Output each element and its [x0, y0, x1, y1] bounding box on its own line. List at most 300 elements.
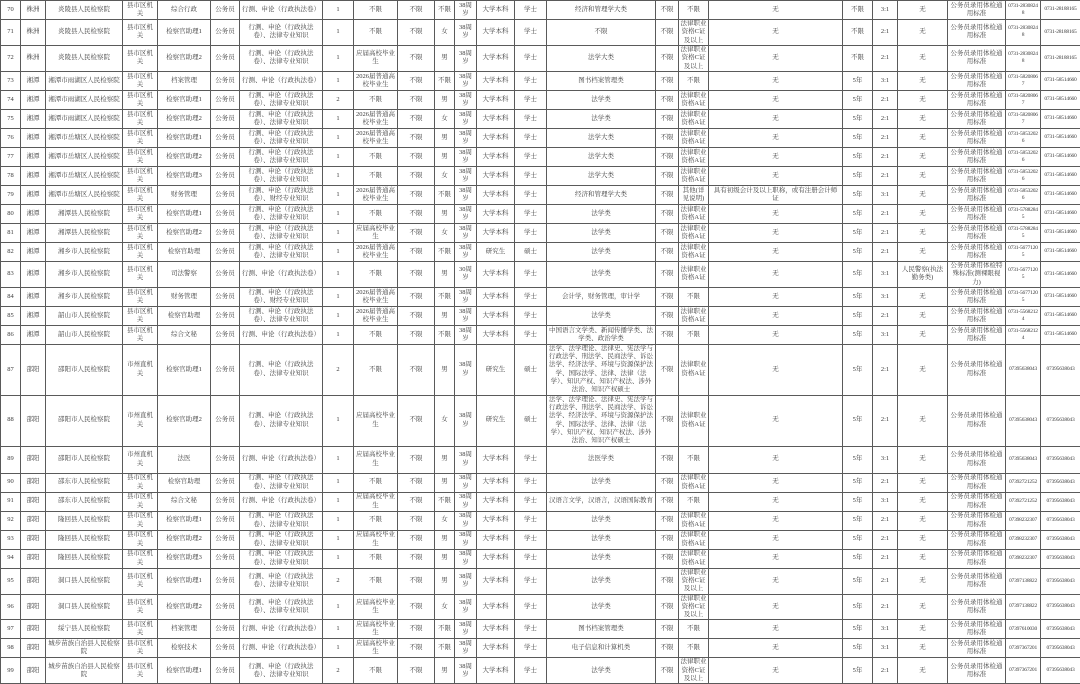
table-cell: 38周岁	[455, 185, 477, 204]
table-cell: 大学本科	[477, 287, 515, 306]
table-cell: 不限	[398, 166, 435, 185]
table-cell: 07395638043	[1006, 344, 1041, 395]
table-cell: 89	[1, 446, 21, 473]
table-cell: 1	[323, 325, 354, 344]
table-cell: 38周岁	[455, 511, 477, 530]
table-cell: 男	[435, 128, 455, 147]
table-cell: 市州直机关	[123, 344, 158, 395]
table-cell: 检察官助理	[158, 473, 211, 492]
table-cell: 公务员	[211, 344, 240, 395]
table-cell: 公务员录用体检通用标准	[948, 594, 1006, 620]
table-cell: 1	[323, 492, 354, 511]
table-cell: 县市区机关	[123, 90, 158, 109]
table-cell: 法学类	[547, 511, 656, 530]
table-cell: 湘潭	[21, 109, 46, 128]
table-cell: 女	[435, 594, 455, 620]
table-cell: 5年	[843, 128, 873, 147]
table-cell: 07395638043	[1041, 568, 1080, 594]
table-cell: 男	[435, 473, 455, 492]
table-cell: 县市区机关	[123, 45, 158, 71]
table-cell: 公务员录用体检通用标准	[948, 45, 1006, 71]
table-row	[1, 639, 1080, 658]
table-cell: 38周岁	[455, 223, 477, 242]
table-cell: 女	[435, 166, 455, 185]
table-cell: 硕士	[515, 242, 547, 261]
table-cell: 2:1	[873, 395, 898, 446]
table-cell: 38周岁	[455, 90, 477, 109]
table-cell: 不限	[398, 45, 435, 71]
table-cell: 72	[1, 45, 21, 71]
table-cell: 行测、申论（行政执法卷）、财经专业知识	[240, 185, 323, 204]
table-cell: 2:1	[873, 568, 898, 594]
table-cell: 男	[435, 306, 455, 325]
table-cell: 0731-58514660	[1041, 261, 1080, 287]
table-cell: 行测、申论（行政执法卷）、法律专业知识	[240, 128, 323, 147]
table-cell: 5年	[843, 325, 873, 344]
table-cell: 不限	[656, 639, 679, 658]
table-cell: 07395638043	[1041, 549, 1080, 568]
table-cell: 大学本科	[477, 306, 515, 325]
table-cell: 2:1	[873, 90, 898, 109]
table-row	[1, 306, 1080, 325]
table-cell: 炎陵县人民检察院	[46, 45, 123, 71]
table-cell: 湘潭市岳塘区人民检察院	[46, 185, 123, 204]
table-cell: 无	[898, 223, 948, 242]
table-cell: 不限	[679, 1, 709, 20]
table-cell: 0731-58514660	[1041, 166, 1080, 185]
table-cell: 82	[1, 242, 21, 261]
table-cell: 公务员录用体检通用标准	[948, 639, 1006, 658]
table-cell: 不限	[656, 325, 679, 344]
table-cell: 大学本科	[477, 511, 515, 530]
table-cell: 行测、申论（行政执法卷）	[240, 639, 323, 658]
table-cell: 行测、申论（行政执法卷）、法律专业知识	[240, 658, 323, 684]
table-cell: 07395638043	[1041, 511, 1080, 530]
table-cell: 女	[435, 395, 455, 446]
table-cell: 学士	[515, 90, 547, 109]
table-cell: 公务员	[211, 242, 240, 261]
table-cell: 检察官助理	[158, 306, 211, 325]
positions-table-body	[1, 1, 1080, 684]
table-cell: 无	[898, 1, 948, 20]
table-cell: 5年	[843, 446, 873, 473]
table-cell: 学士	[515, 530, 547, 549]
table-cell: 法学类	[547, 473, 656, 492]
table-cell: 邵阳市人民检察院	[46, 446, 123, 473]
table-cell: 法学类	[547, 109, 656, 128]
table-cell: 检察官助理1	[158, 20, 211, 46]
table-cell: 湘潭	[21, 204, 46, 223]
table-cell: 5年	[843, 492, 873, 511]
table-cell: 湘潭县人民检察院	[46, 223, 123, 242]
table-cell: 应届高校毕业生	[354, 395, 398, 446]
table-cell: 研究生	[477, 395, 515, 446]
table-row	[1, 109, 1080, 128]
table-cell: 2:1	[873, 45, 898, 71]
table-cell: 1	[323, 147, 354, 166]
table-cell: 83	[1, 261, 21, 287]
table-cell: 学士	[515, 306, 547, 325]
table-cell: 公务员	[211, 325, 240, 344]
table-cell: 档案管理	[158, 71, 211, 90]
table-cell: 男	[435, 45, 455, 71]
table-cell: 70	[1, 1, 21, 20]
table-cell: 男	[435, 530, 455, 549]
table-cell: 检察官助理1	[158, 568, 211, 594]
table-cell: 大学本科	[477, 620, 515, 639]
table-cell: 不限	[398, 223, 435, 242]
table-cell: 男	[435, 658, 455, 684]
table-cell: 县市区机关	[123, 109, 158, 128]
table-cell: 38周岁	[455, 549, 477, 568]
table-cell: 检察技术	[158, 639, 211, 658]
table-cell: 2:1	[873, 20, 898, 46]
table-cell: 2:1	[873, 658, 898, 684]
table-cell: 公务员录用体检通用标准	[948, 325, 1006, 344]
table-cell: 县市区机关	[123, 147, 158, 166]
table-cell: 0731-58514660	[1041, 185, 1080, 204]
table-cell: 0731-58532026	[1006, 147, 1041, 166]
table-cell: 湘潭	[21, 90, 46, 109]
table-cell: 07395638043	[1041, 530, 1080, 549]
table-cell: 法律职业资格A证	[679, 261, 709, 287]
table-cell: 38周岁	[455, 620, 477, 639]
table-cell: 无	[898, 166, 948, 185]
table-cell: 法律职业资格C证及以上	[679, 594, 709, 620]
table-cell: 38周岁	[455, 204, 477, 223]
table-cell: 株洲	[21, 1, 46, 20]
table-cell: 公务员录用体检特殊标准(测裸眼视力)	[948, 261, 1006, 287]
table-cell: 男	[435, 147, 455, 166]
table-cell: 无	[709, 71, 843, 90]
table-cell: 公务员	[211, 492, 240, 511]
table-cell: 无	[709, 109, 843, 128]
table-cell: 38周岁	[455, 287, 477, 306]
table-cell: 07395638043	[1041, 639, 1080, 658]
table-row	[1, 1, 1080, 20]
table-cell: 不限	[679, 639, 709, 658]
table-cell: 97	[1, 620, 21, 639]
table-cell: 无	[898, 639, 948, 658]
table-cell: 法律职业资格A证	[679, 344, 709, 395]
table-cell: 城步苗族自治县人民检察院	[46, 639, 123, 658]
table-cell: 无	[709, 344, 843, 395]
table-cell: 不限	[656, 395, 679, 446]
table-cell: 公务员录用体检通用标准	[948, 166, 1006, 185]
table-cell: 38周岁	[455, 45, 477, 71]
table-cell: 1	[323, 306, 354, 325]
table-cell: 不限	[435, 492, 455, 511]
table-cell: 公务员录用体检通用标准	[948, 204, 1006, 223]
table-cell: 不限	[398, 446, 435, 473]
table-cell: 公务员	[211, 620, 240, 639]
table-cell: 85	[1, 306, 21, 325]
table-cell: 07398232307	[1006, 511, 1041, 530]
table-cell: 应届高校毕业生	[354, 492, 398, 511]
table-cell: 73	[1, 71, 21, 90]
table-cell: 74	[1, 90, 21, 109]
table-cell: 2:1	[873, 223, 898, 242]
table-cell: 县市区机关	[123, 261, 158, 287]
table-cell: 无	[709, 223, 843, 242]
table-cell: 检察官助理2	[158, 395, 211, 446]
table-cell: 不限	[656, 147, 679, 166]
table-cell: 5年	[843, 594, 873, 620]
table-cell: 司法警察	[158, 261, 211, 287]
table-cell: 应届高校毕业生	[354, 223, 398, 242]
table-cell: 不限	[435, 620, 455, 639]
table-cell: 法学类	[547, 306, 656, 325]
table-cell: 无	[898, 325, 948, 344]
table-cell: 1	[323, 620, 354, 639]
table-cell: 不限	[398, 185, 435, 204]
table-cell: 无	[898, 568, 948, 594]
table-cell: 县市区机关	[123, 20, 158, 46]
table-cell: 0731-56771205	[1006, 261, 1041, 287]
table-cell: 1	[323, 128, 354, 147]
table-cell: 1	[323, 473, 354, 492]
table-cell: 无	[898, 204, 948, 223]
table-cell: 96	[1, 594, 21, 620]
table-cell: 行测、申论（行政执法卷）	[240, 1, 323, 20]
table-cell: 法学类	[547, 242, 656, 261]
table-cell: 2026届普通高校毕业生	[354, 287, 398, 306]
table-cell: 不限	[354, 473, 398, 492]
table-cell: 5年	[843, 223, 873, 242]
table-cell: 不限	[435, 71, 455, 90]
table-cell: 湘潭	[21, 306, 46, 325]
table-cell: 95	[1, 568, 21, 594]
table-cell: 1	[323, 45, 354, 71]
table-cell: 公务员	[211, 446, 240, 473]
table-cell: 公务员	[211, 90, 240, 109]
table-cell: 07395638043	[1006, 395, 1041, 446]
table-cell: 检察官助理2	[158, 109, 211, 128]
table-cell: 公务员	[211, 549, 240, 568]
table-cell: 硕士	[515, 395, 547, 446]
table-cell: 0731-57882845	[1006, 223, 1041, 242]
table-cell: 不限	[679, 492, 709, 511]
table-cell: 县市区机关	[123, 594, 158, 620]
table-cell: 法律职业资格A证	[679, 223, 709, 242]
table-cell: 38周岁	[455, 446, 477, 473]
table-cell: 不限	[354, 261, 398, 287]
table-cell: 学士	[515, 128, 547, 147]
table-cell: 学士	[515, 287, 547, 306]
table-cell: 0731-57882845	[1006, 204, 1041, 223]
table-cell: 男	[435, 204, 455, 223]
table-cell: 38周岁	[455, 325, 477, 344]
table-cell: 5年	[843, 395, 873, 446]
table-cell: 1	[323, 549, 354, 568]
table-cell: 县市区机关	[123, 549, 158, 568]
table-cell: 经济和管理学大类	[547, 185, 656, 204]
table-cell: 男	[435, 90, 455, 109]
table-cell: 湘潭市雨湖区人民检察院	[46, 109, 123, 128]
table-cell: 无	[898, 90, 948, 109]
table-cell: 无	[898, 473, 948, 492]
table-cell: 法医学类	[547, 446, 656, 473]
table-cell: 法律职业资格A证	[679, 549, 709, 568]
table-row	[1, 45, 1080, 71]
table-cell: 行测、申论（行政执法卷）、法律专业知识	[240, 344, 323, 395]
table-cell: 公务员录用体检通用标准	[948, 1, 1006, 20]
table-cell: 不限	[398, 71, 435, 90]
table-cell: 无	[709, 473, 843, 492]
table-cell: 公务员录用体检通用标准	[948, 549, 1006, 568]
table-cell: 行测、申论（行政执法卷）、法律专业知识	[240, 395, 323, 446]
table-cell: 公务员录用体检通用标准	[948, 20, 1006, 46]
table-cell: 行测、申论（行政执法卷）	[240, 492, 323, 511]
table-cell: 邵阳	[21, 473, 46, 492]
table-cell: 检察官助理	[158, 242, 211, 261]
table-cell: 38周岁	[455, 594, 477, 620]
table-cell: 男	[435, 568, 455, 594]
table-cell: 市州直机关	[123, 446, 158, 473]
table-cell: 不限	[656, 1, 679, 20]
table-cell: 大学本科	[477, 568, 515, 594]
table-cell: 不限	[843, 20, 873, 46]
table-cell: 无	[898, 492, 948, 511]
table-cell: 0731-58514660	[1041, 223, 1080, 242]
table-cell: 县市区机关	[123, 325, 158, 344]
table-cell: 无	[898, 620, 948, 639]
table-cell: 大学本科	[477, 1, 515, 20]
table-cell: 不限	[656, 620, 679, 639]
table-row	[1, 325, 1080, 344]
table-row	[1, 261, 1080, 287]
table-cell: 隆回县人民检察院	[46, 549, 123, 568]
table-cell: 1	[323, 1, 354, 20]
table-cell: 县市区机关	[123, 242, 158, 261]
table-cell: 大学本科	[477, 147, 515, 166]
table-cell: 学士	[515, 147, 547, 166]
table-cell: 检察官助理1	[158, 204, 211, 223]
table-cell: 无	[709, 20, 843, 46]
table-cell: 公务员	[211, 261, 240, 287]
table-cell: 不限	[398, 639, 435, 658]
table-cell: 不限	[435, 1, 455, 20]
table-cell: 邵东市人民检察院	[46, 492, 123, 511]
table-cell: 2	[323, 344, 354, 395]
table-cell: 学士	[515, 511, 547, 530]
table-cell: 财务管理	[158, 287, 211, 306]
table-cell: 0731-58208067	[1006, 109, 1041, 128]
table-cell: 38周岁	[455, 344, 477, 395]
table-cell: 不限	[679, 71, 709, 90]
table-cell: 0731-58514660	[1041, 306, 1080, 325]
table-cell: 38周岁	[455, 242, 477, 261]
table-cell: 不限	[656, 594, 679, 620]
table-cell: 学士	[515, 166, 547, 185]
table-cell: 不限	[354, 1, 398, 20]
table-cell: 5年	[843, 287, 873, 306]
table-cell: 2	[323, 658, 354, 684]
table-cell: 不限	[354, 204, 398, 223]
table-cell: 不限	[398, 473, 435, 492]
table-cell: 0731-58514660	[1041, 325, 1080, 344]
table-row	[1, 446, 1080, 473]
table-cell: 邵阳	[21, 568, 46, 594]
table-cell: 不限	[435, 242, 455, 261]
table-cell: 2	[323, 90, 354, 109]
table-cell: 不限	[398, 306, 435, 325]
table-cell: 公务员	[211, 109, 240, 128]
table-cell: 0731-58208067	[1006, 71, 1041, 90]
table-cell: 邵阳市人民检察院	[46, 344, 123, 395]
table-cell: 综合文秘	[158, 325, 211, 344]
table-cell: 公务员录用体检通用标准	[948, 71, 1006, 90]
table-cell: 检察官助理2	[158, 45, 211, 71]
table-cell: 法律职业资格A证	[679, 511, 709, 530]
table-cell: 2:1	[873, 242, 898, 261]
table-cell: 不限	[398, 1, 435, 20]
table-row	[1, 549, 1080, 568]
table-cell: 男	[435, 446, 455, 473]
table-row	[1, 492, 1080, 511]
table-cell: 不限	[435, 287, 455, 306]
table-cell: 行测、申论（行政执法卷）、法律专业知识	[240, 223, 323, 242]
table-cell: 1	[323, 446, 354, 473]
table-cell: 公务员	[211, 128, 240, 147]
table-cell: 法学大类	[547, 45, 656, 71]
table-cell: 无	[898, 594, 948, 620]
table-cell: 无	[898, 287, 948, 306]
table-cell: 无	[709, 511, 843, 530]
table-cell: 法律职业资格C证及以上	[679, 20, 709, 46]
table-cell: 3:1	[873, 492, 898, 511]
table-cell: 法律职业资格C证及以上	[679, 45, 709, 71]
table-cell: 会计学，财务管理，审计学	[547, 287, 656, 306]
table-cell: 湘潭市岳塘区人民检察院	[46, 166, 123, 185]
table-row	[1, 344, 1080, 395]
table-cell: 大学本科	[477, 20, 515, 46]
table-cell: 公务员录用体检通用标准	[948, 128, 1006, 147]
table-cell: 行测、申论（行政执法卷）、法律专业知识	[240, 45, 323, 71]
table-cell: 公务员录用体检通用标准	[948, 620, 1006, 639]
table-cell: 2:1	[873, 549, 898, 568]
table-cell: 不限	[398, 204, 435, 223]
table-cell: 炎陵县人民检察院	[46, 1, 123, 20]
table-cell: 县市区机关	[123, 204, 158, 223]
table-cell: 邵阳	[21, 549, 46, 568]
table-row	[1, 147, 1080, 166]
table-cell: 无	[898, 511, 948, 530]
table-cell: 0731-58514660	[1041, 242, 1080, 261]
table-cell: 无	[898, 395, 948, 446]
table-cell: 县市区机关	[123, 620, 158, 639]
table-cell: 湘潭市雨湖区人民检察院	[46, 71, 123, 90]
table-cell: 无	[898, 549, 948, 568]
table-cell: 不限	[656, 530, 679, 549]
table-cell: 公务员	[211, 473, 240, 492]
table-cell: 不限	[398, 549, 435, 568]
table-cell: 学士	[515, 639, 547, 658]
table-row	[1, 511, 1080, 530]
table-cell: 图书档案管理类	[547, 71, 656, 90]
table-cell: 98	[1, 639, 21, 658]
table-cell: 邵阳	[21, 639, 46, 658]
table-cell: 0731-58514660	[1041, 109, 1080, 128]
table-cell: 5年	[843, 90, 873, 109]
table-cell: 5年	[843, 204, 873, 223]
table-cell: 公务员录用体检通用标准	[948, 287, 1006, 306]
table-cell: 5年	[843, 530, 873, 549]
table-cell: 法学大类	[547, 166, 656, 185]
table-cell: 79	[1, 185, 21, 204]
table-cell: 法律职业资格A证	[679, 90, 709, 109]
table-cell: 77	[1, 147, 21, 166]
